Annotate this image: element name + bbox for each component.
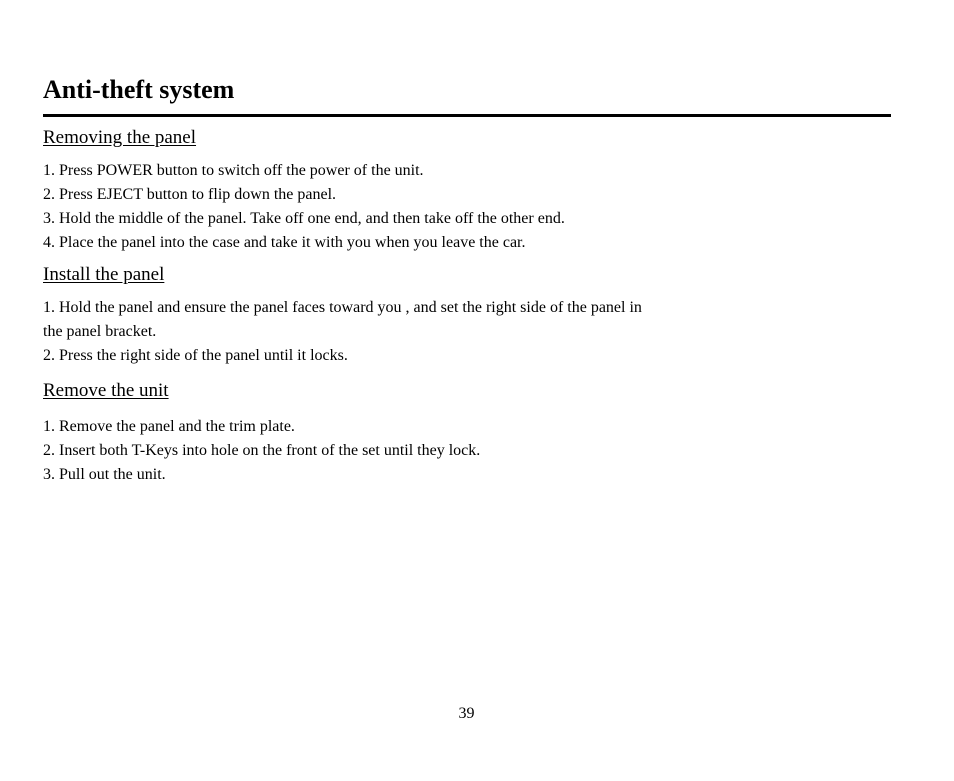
list-item: 2. Press the right side of the panel until it locks. — [43, 347, 348, 364]
list-item: 3. Hold the middle of the panel. Take off one end, and then take off the other end. — [43, 210, 565, 227]
list-item: 1. Hold the panel and ensure the panel faces toward you , and set the right side of the panel in the panel bracket. — [43, 299, 642, 340]
step-list-remove-unit — [43, 415, 480, 487]
page-title: Anti-theft system — [43, 75, 235, 104]
section-heading-remove-unit: Remove the unit — [43, 380, 169, 401]
list-item: 2. Insert both T-Keys into hole on the front of the set until they lock. — [43, 442, 481, 459]
list-item: 1. Press POWER button to switch off the power of the unit. — [43, 162, 424, 179]
section-heading-removing-panel: Removing the panel — [43, 127, 197, 148]
step-list-removing-panel — [43, 159, 565, 255]
list-item: 3. Pull out the unit. — [43, 466, 166, 483]
page-number: 39 — [458, 705, 475, 722]
list-item: 4. Place the panel into the case and take it with you when you leave the car. — [43, 234, 526, 251]
title-divider — [43, 114, 891, 117]
list-item: 1. Remove the panel and the trim plate. — [43, 418, 295, 435]
step-list-install-panel — [43, 296, 643, 368]
list-item: 2. Press EJECT button to flip down the panel. — [43, 186, 337, 203]
section-heading-install-panel: Install the panel — [43, 264, 165, 285]
